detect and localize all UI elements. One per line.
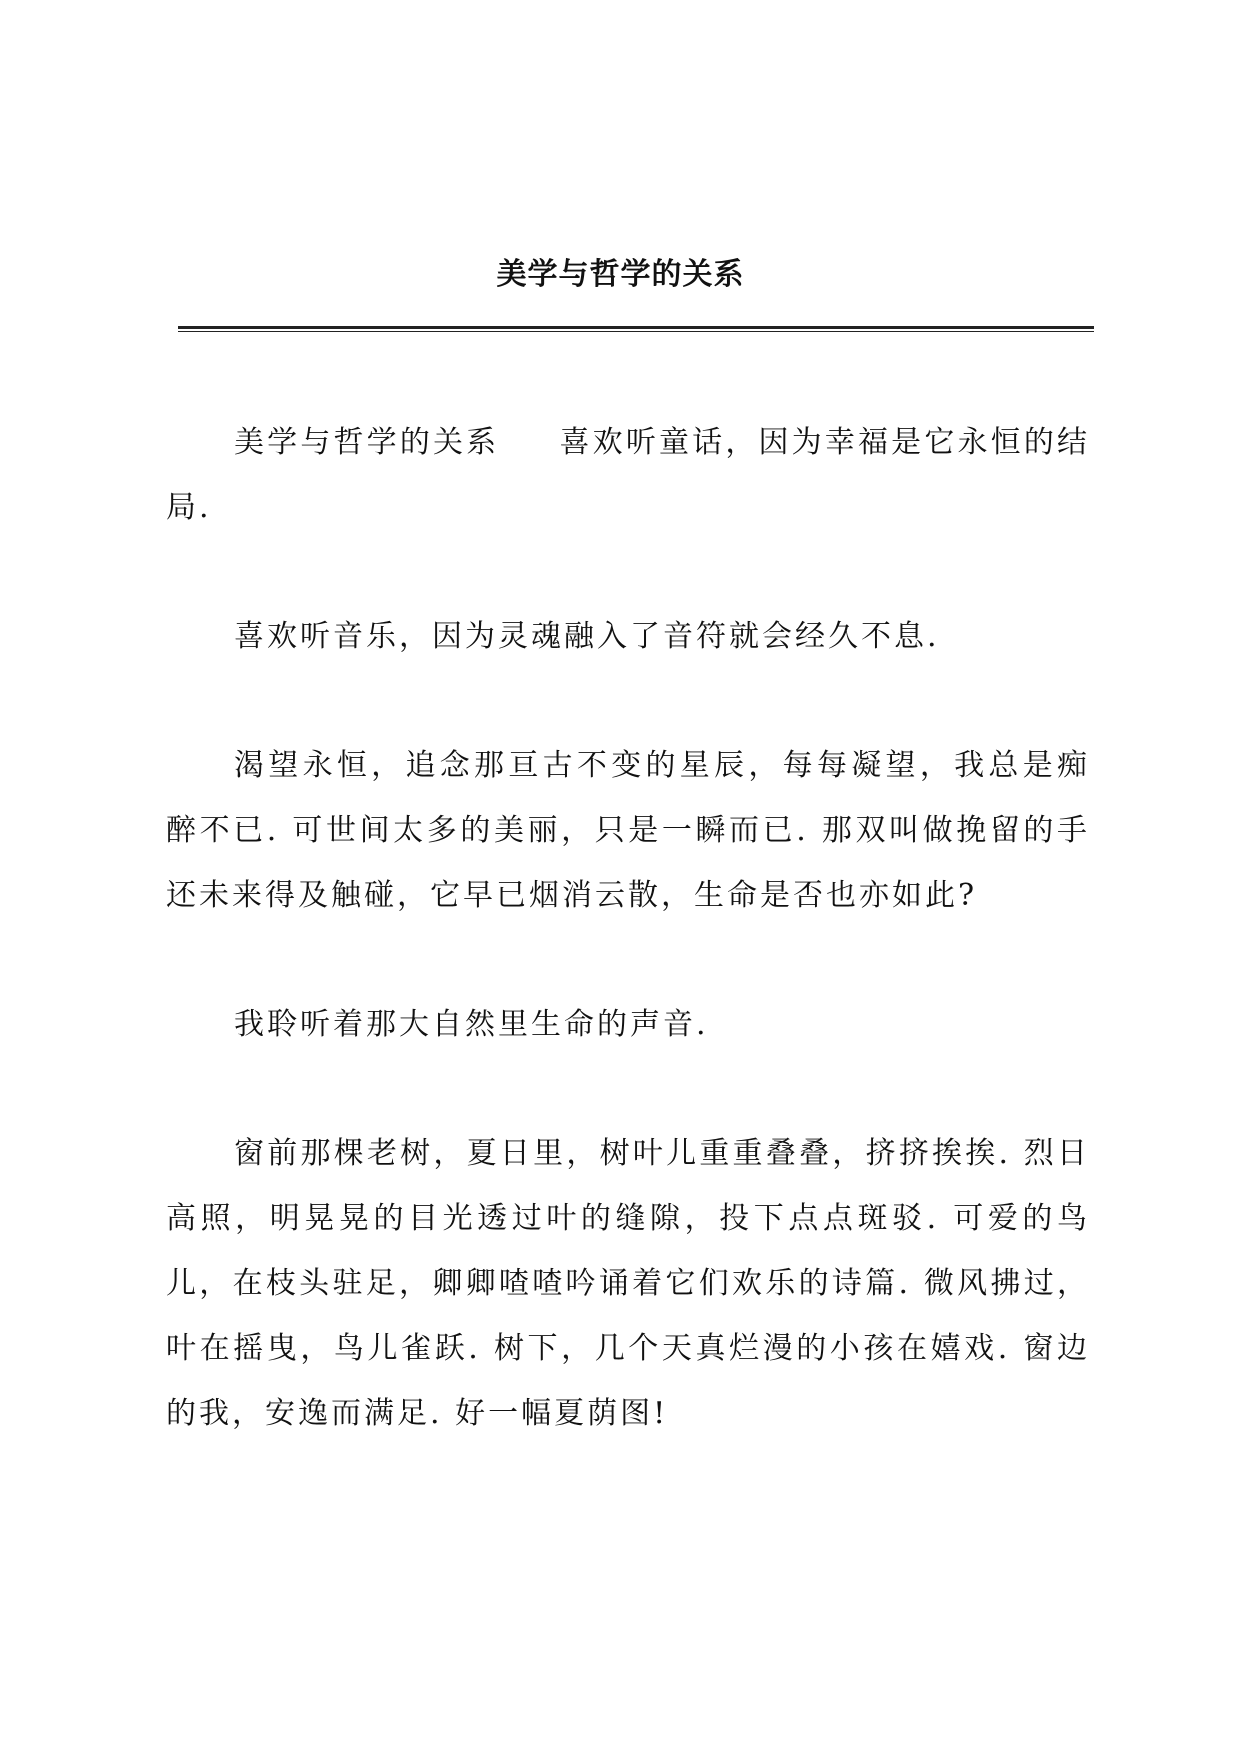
title-divider (178, 326, 1094, 332)
paragraph-2: 喜欢听音乐，因为灵魂融入了音符就会经久不息. (234, 619, 940, 654)
paragraph-4: 我聆听着那大自然里生命的声音. (234, 1007, 709, 1042)
paragraph-text: 喜欢听童话，因为幸福是它永恒的结局. (166, 425, 1091, 525)
document-body (166, 410, 1090, 1510)
paragraph-3: 渴望永恒，追念那亘古不变的星辰，每每凝望，我总是痴醉不已. 可世间太多的美丽，只是一瞬而已. 那双叫做挽留的手还未来得及触碰，它早已烟消云散，生命是否也亦如此? (166, 748, 1090, 913)
paragraph-lead: 美学与哲学的关系 (234, 425, 500, 460)
paragraph-5: 窗前那棵老树，夏日里，树叶儿重重叠叠，挤挤挨挨. 烈日高照，明晃晃的目光透过叶的缝隙，投下点点斑驳. 可爱的鸟儿，在枝头驻足，卿卿喳喳吟诵着它们欢乐的诗篇. 微风拂过，叶在摇曳，鸟儿雀跃. 树下，几个天真烂漫的小孩在嬉戏. 窗边的我，安逸而满足. 好一幅夏荫图! (166, 1136, 1090, 1431)
paragraph-1 (166, 410, 1090, 540)
page-title: 美学与哲学的关系 (496, 257, 745, 292)
